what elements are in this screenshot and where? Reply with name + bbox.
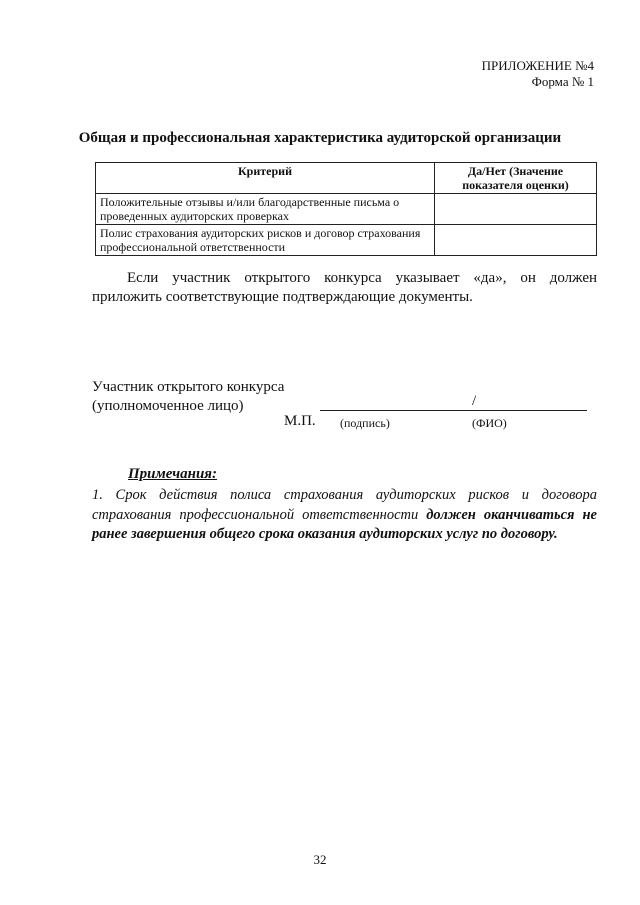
- fio-caption: (ФИО): [472, 416, 507, 430]
- notes-heading: Примечания:: [128, 466, 218, 482]
- notes-text: [92, 486, 597, 545]
- table-header-row: [96, 163, 597, 194]
- stamp-label: М.П.: [284, 413, 316, 429]
- criterion-cell: Полис страхования аудиторских рисков и договор страхования профессиональной ответственности: [96, 225, 435, 256]
- notes-text-bold: должен оканчиваться не ранее завершения общего срока оказания аудиторских услуг по договору.: [92, 506, 597, 542]
- signer-line-1: Участник открытого конкурса: [92, 379, 285, 395]
- criterion-cell: Положительные отзывы и/или благодарственные письма о проведенных аудиторских проверках: [96, 194, 435, 225]
- criteria-table: [95, 162, 597, 256]
- notes-text-regular: 1. Срок действия полиса страхования аудиторских рисков и договора страхования профессиональной ответственности: [92, 487, 597, 523]
- answer-cell: [435, 225, 597, 256]
- column-header-yes-no: Да/Нет (Значение показателя оценки): [435, 163, 597, 194]
- answer-cell: [435, 194, 597, 225]
- appendix-label: ПРИЛОЖЕНИЕ №4: [481, 58, 594, 73]
- page-title: Общая и профессиональная характеристика аудиторской организации: [78, 130, 562, 146]
- column-header-criterion: Критерий: [96, 163, 435, 194]
- page-number: 32: [313, 852, 327, 867]
- signature-line: [320, 410, 587, 411]
- form-label: Форма № 1: [531, 74, 594, 89]
- table-row: [96, 225, 597, 256]
- signer-line-2: (уполномоченное лицо): [92, 398, 244, 414]
- table-row: [96, 194, 597, 225]
- signature-caption: (подпись): [340, 416, 390, 430]
- signature-slash: /: [472, 393, 477, 409]
- instruction-paragraph: Если участник открытого конкурса указывает «да», он должен приложить соответствующие подтверждающие документы.: [92, 270, 597, 305]
- signer-block: [92, 378, 284, 416]
